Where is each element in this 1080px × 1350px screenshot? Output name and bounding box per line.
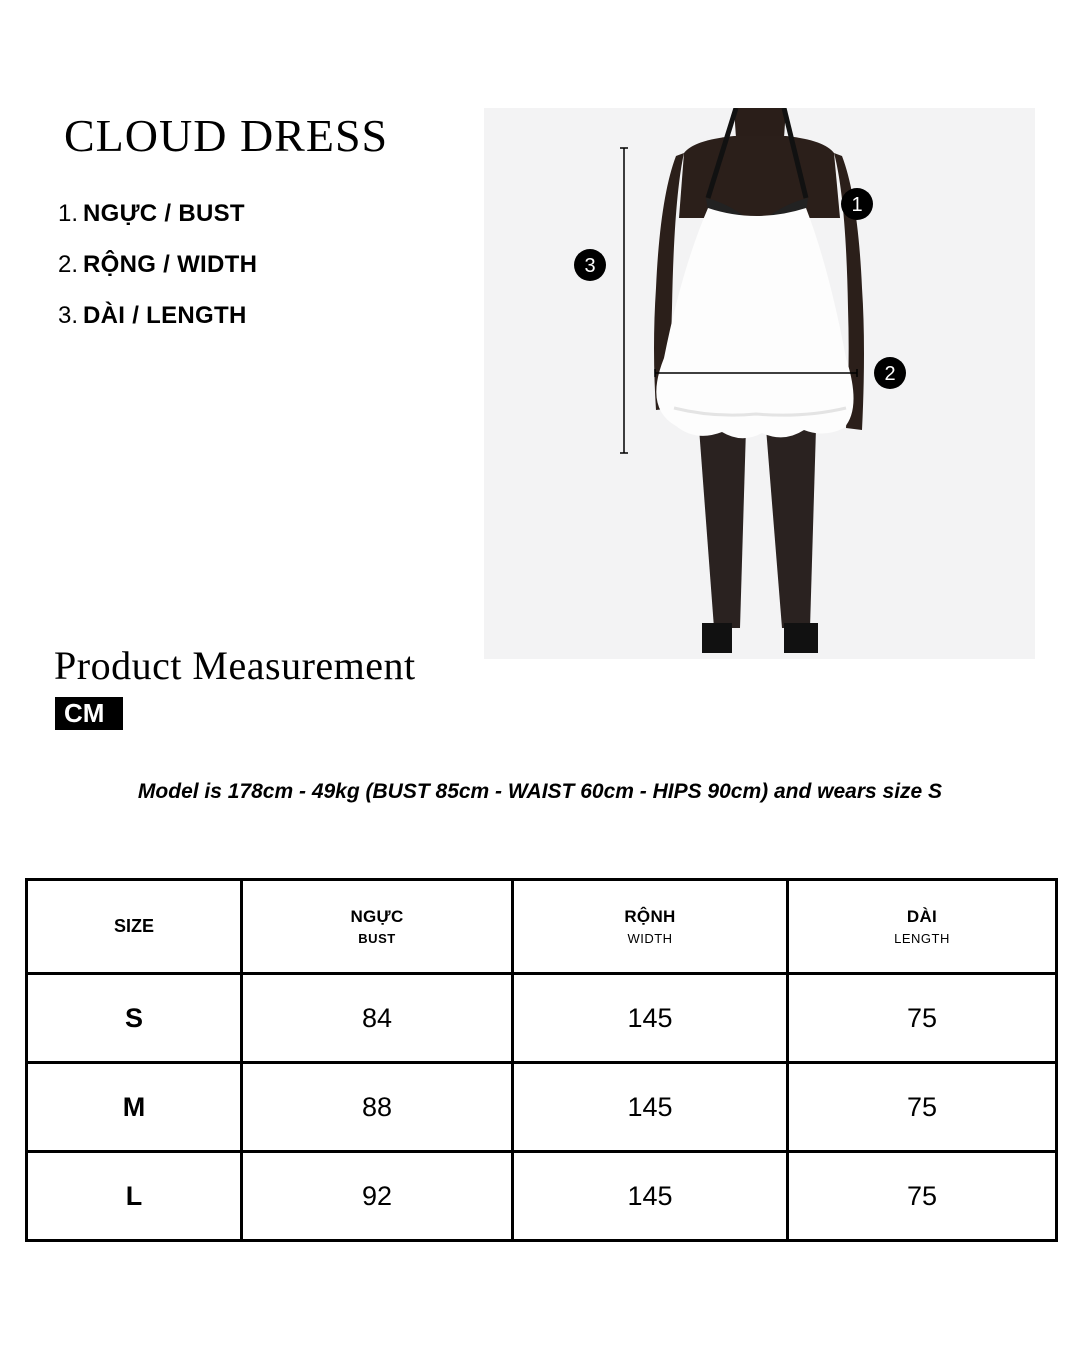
product-title: CLOUD DRESS bbox=[64, 110, 389, 161]
cell-width: 145 bbox=[513, 974, 788, 1063]
svg-text:3: 3 bbox=[584, 255, 596, 277]
table-row bbox=[27, 974, 1057, 1063]
marker-width bbox=[874, 357, 906, 389]
table-row bbox=[27, 1152, 1057, 1241]
legend-label: DÀI / LENGTH bbox=[83, 302, 247, 329]
header-sub: WIDTH bbox=[627, 931, 673, 946]
header-sub: LENGTH bbox=[894, 931, 950, 946]
marker-length bbox=[574, 249, 606, 281]
legend-number: 1. bbox=[58, 200, 79, 227]
product-photo bbox=[484, 108, 1035, 659]
legend-item-width bbox=[58, 251, 257, 302]
header-main: RỘNH bbox=[624, 907, 676, 926]
header-main: NGỰC bbox=[350, 907, 404, 926]
cell-width: 145 bbox=[513, 1152, 788, 1241]
legend-item-length bbox=[58, 302, 257, 353]
legend-label: NGỰC / BUST bbox=[83, 200, 245, 227]
length-measure-line bbox=[620, 148, 628, 453]
svg-text:2: 2 bbox=[884, 363, 896, 385]
header-main: SIZE bbox=[113, 916, 154, 936]
header-bust bbox=[242, 880, 513, 974]
header-length bbox=[788, 880, 1057, 974]
size-chart-table bbox=[25, 878, 1058, 1242]
header-size bbox=[27, 880, 242, 974]
measurement-legend bbox=[58, 200, 257, 353]
cell-length: 75 bbox=[788, 1152, 1057, 1241]
cell-length: 75 bbox=[788, 1063, 1057, 1152]
cell-size: S bbox=[27, 974, 242, 1063]
header-width bbox=[513, 880, 788, 974]
header-main: DÀI bbox=[906, 907, 938, 926]
cell-bust: 84 bbox=[242, 974, 513, 1063]
cell-bust: 88 bbox=[242, 1063, 513, 1152]
header-sub: BUST bbox=[358, 931, 396, 946]
legend-number: 3. bbox=[58, 302, 79, 329]
cell-size: L bbox=[27, 1152, 242, 1241]
section-title: Product Measurement bbox=[54, 643, 416, 688]
svg-text:1: 1 bbox=[851, 194, 863, 216]
cell-size: M bbox=[27, 1063, 242, 1152]
legend-number: 2. bbox=[58, 251, 79, 278]
legend-item-bust bbox=[58, 200, 257, 251]
cell-length: 75 bbox=[788, 974, 1057, 1063]
model-figure bbox=[654, 108, 864, 653]
legend-label: RỘNG / WIDTH bbox=[83, 251, 258, 278]
unit-badge: CM bbox=[55, 697, 123, 730]
model-note: Model is 178cm - 49kg (BUST 85cm - WAIST 60cm - HIPS 90cm) and wears size S bbox=[137, 780, 943, 803]
table-row bbox=[27, 1063, 1057, 1152]
marker-bust bbox=[841, 188, 873, 220]
cell-bust: 92 bbox=[242, 1152, 513, 1241]
cell-width: 145 bbox=[513, 1063, 788, 1152]
table-header-row bbox=[27, 880, 1057, 974]
